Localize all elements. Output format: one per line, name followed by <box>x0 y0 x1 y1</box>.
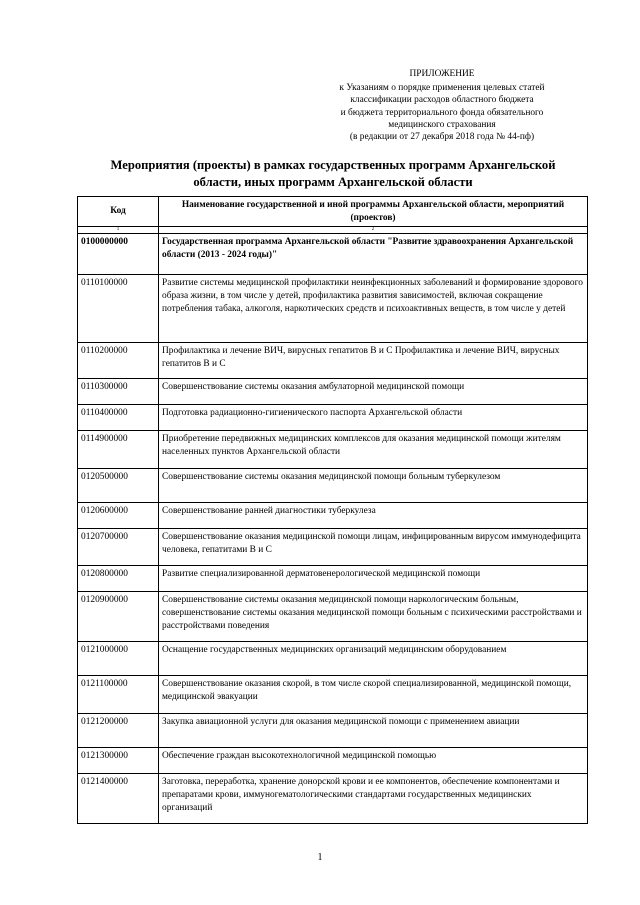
appendix-line: и бюджета территориального фонда обязательного <box>340 107 544 118</box>
appendix-block <box>300 68 584 143</box>
appendix-line: медицинского страхования <box>388 119 496 130</box>
row-code: 0121400000 <box>78 774 159 824</box>
row-name: Профилактика и лечение ВИЧ, вирусных гепатитов B и C Профилактика и лечение ВИЧ, вирусных гепатитов B и C <box>159 343 588 379</box>
row-code: 0120700000 <box>78 529 159 566</box>
row-code: 0110200000 <box>78 343 159 379</box>
row-code: 0110300000 <box>78 379 159 405</box>
table-row <box>78 431 588 469</box>
table-row <box>78 676 588 714</box>
row-code: 0100000000 <box>78 234 159 275</box>
table-row <box>78 529 588 566</box>
table-row <box>78 748 588 774</box>
row-name: Совершенствование системы оказания амбулаторной медицинской помощи <box>159 379 588 405</box>
row-name: Совершенствование системы оказания медицинской помощи больным туберкулезом <box>159 469 588 503</box>
table-row <box>78 642 588 676</box>
row-code: 0121100000 <box>78 676 159 714</box>
table-row <box>78 592 588 642</box>
appendix-line: к Указаниям о порядке применения целевых статей <box>339 83 545 94</box>
row-name: Закупка авиационной услуги для оказания медицинской помощи с применением авиации <box>159 714 588 748</box>
row-name: Развитие специализированной дерматовенерологической медицинской помощи <box>159 566 588 592</box>
column-number: 1 <box>78 227 159 234</box>
table-row <box>78 405 588 431</box>
header-name: Наименование государственной и иной программы Архангельской области, мероприятий (проектов) <box>159 197 588 227</box>
row-name: Обеспечение граждан высокотехнологичной медицинской помощью <box>159 748 588 774</box>
row-name: Приобретение передвижных медицинских комплексов для оказания медицинской помощи жителям населенных пунктов Архангельской области <box>159 431 588 469</box>
table-row <box>78 469 588 503</box>
row-name: Совершенствование системы оказания медицинской помощи наркологическим больным, совершенствование системы оказания медицинской помощи больным с психическими расстройствами и расстройствами поведения <box>159 592 588 642</box>
table-row <box>78 774 588 824</box>
row-code: 0110100000 <box>78 275 159 343</box>
table-row <box>78 379 588 405</box>
row-code: 0121000000 <box>78 642 159 676</box>
row-name: Государственная программа Архангельской области "Развитие здравоохранения Архангельской области (2013 - 2024 годы)" <box>159 234 588 275</box>
column-number: 2 <box>159 227 588 234</box>
row-name: Подготовка радиационно-гигиенического паспорта Архангельской области <box>159 405 588 431</box>
table-row <box>78 714 588 748</box>
row-name: Оснащение государственных медицинских организаций медицинским оборудованием <box>159 642 588 676</box>
row-code: 0120600000 <box>78 503 159 529</box>
row-name: Совершенствование ранней диагностики туберкулеза <box>159 503 588 529</box>
row-name: Заготовка, переработка, хранение донорской крови и ее компонентов, обеспечение компонентами и препаратами крови, иммуногематологическими стандартами государственных медицинских организаций <box>159 774 588 824</box>
row-name: Совершенствование оказания скорой, в том числе скорой специализированной, медицинской помощи, медицинской эвакуации <box>159 676 588 714</box>
row-code: 0110400000 <box>78 405 159 431</box>
row-code: 0121200000 <box>78 714 159 748</box>
table-row <box>78 275 588 343</box>
title-line: области, иных программ Архангельской области <box>193 175 473 189</box>
row-name: Совершенствование оказания медицинской помощи лицам, инфицированным вирусом иммунодефицита человека, гепатитами B и C <box>159 529 588 566</box>
table-row <box>78 343 588 379</box>
row-code: 0121300000 <box>78 748 159 774</box>
table-row <box>78 503 588 529</box>
appendix-heading: ПРИЛОЖЕНИЕ <box>409 69 475 79</box>
row-code: 0114900000 <box>78 431 159 469</box>
programs-table <box>77 196 588 824</box>
page-number: 1 <box>317 852 323 863</box>
table-row <box>78 234 588 275</box>
appendix-line: классификации расходов областного бюджета <box>350 95 534 106</box>
appendix-line: (в редакции от 27 декабря 2018 года № 44-пф) <box>349 132 535 143</box>
title-line: Мероприятия (проекты) в рамках государственных программ Архангельской <box>110 158 556 172</box>
table-row <box>78 566 588 592</box>
header-code: Код <box>78 197 159 227</box>
row-code: 0120900000 <box>78 592 159 642</box>
row-name: Развитие системы медицинской профилактики неинфекционных заболеваний и формирование здорового образа жизни, в том числе у детей, профилактика развития зависимостей, включая сокращение потребления табака, алкоголя, наркотических средств и психоактивных веществ, в том числе у детей <box>159 275 588 343</box>
row-code: 0120500000 <box>78 469 159 503</box>
row-code: 0120800000 <box>78 566 159 592</box>
document-title <box>80 157 586 191</box>
